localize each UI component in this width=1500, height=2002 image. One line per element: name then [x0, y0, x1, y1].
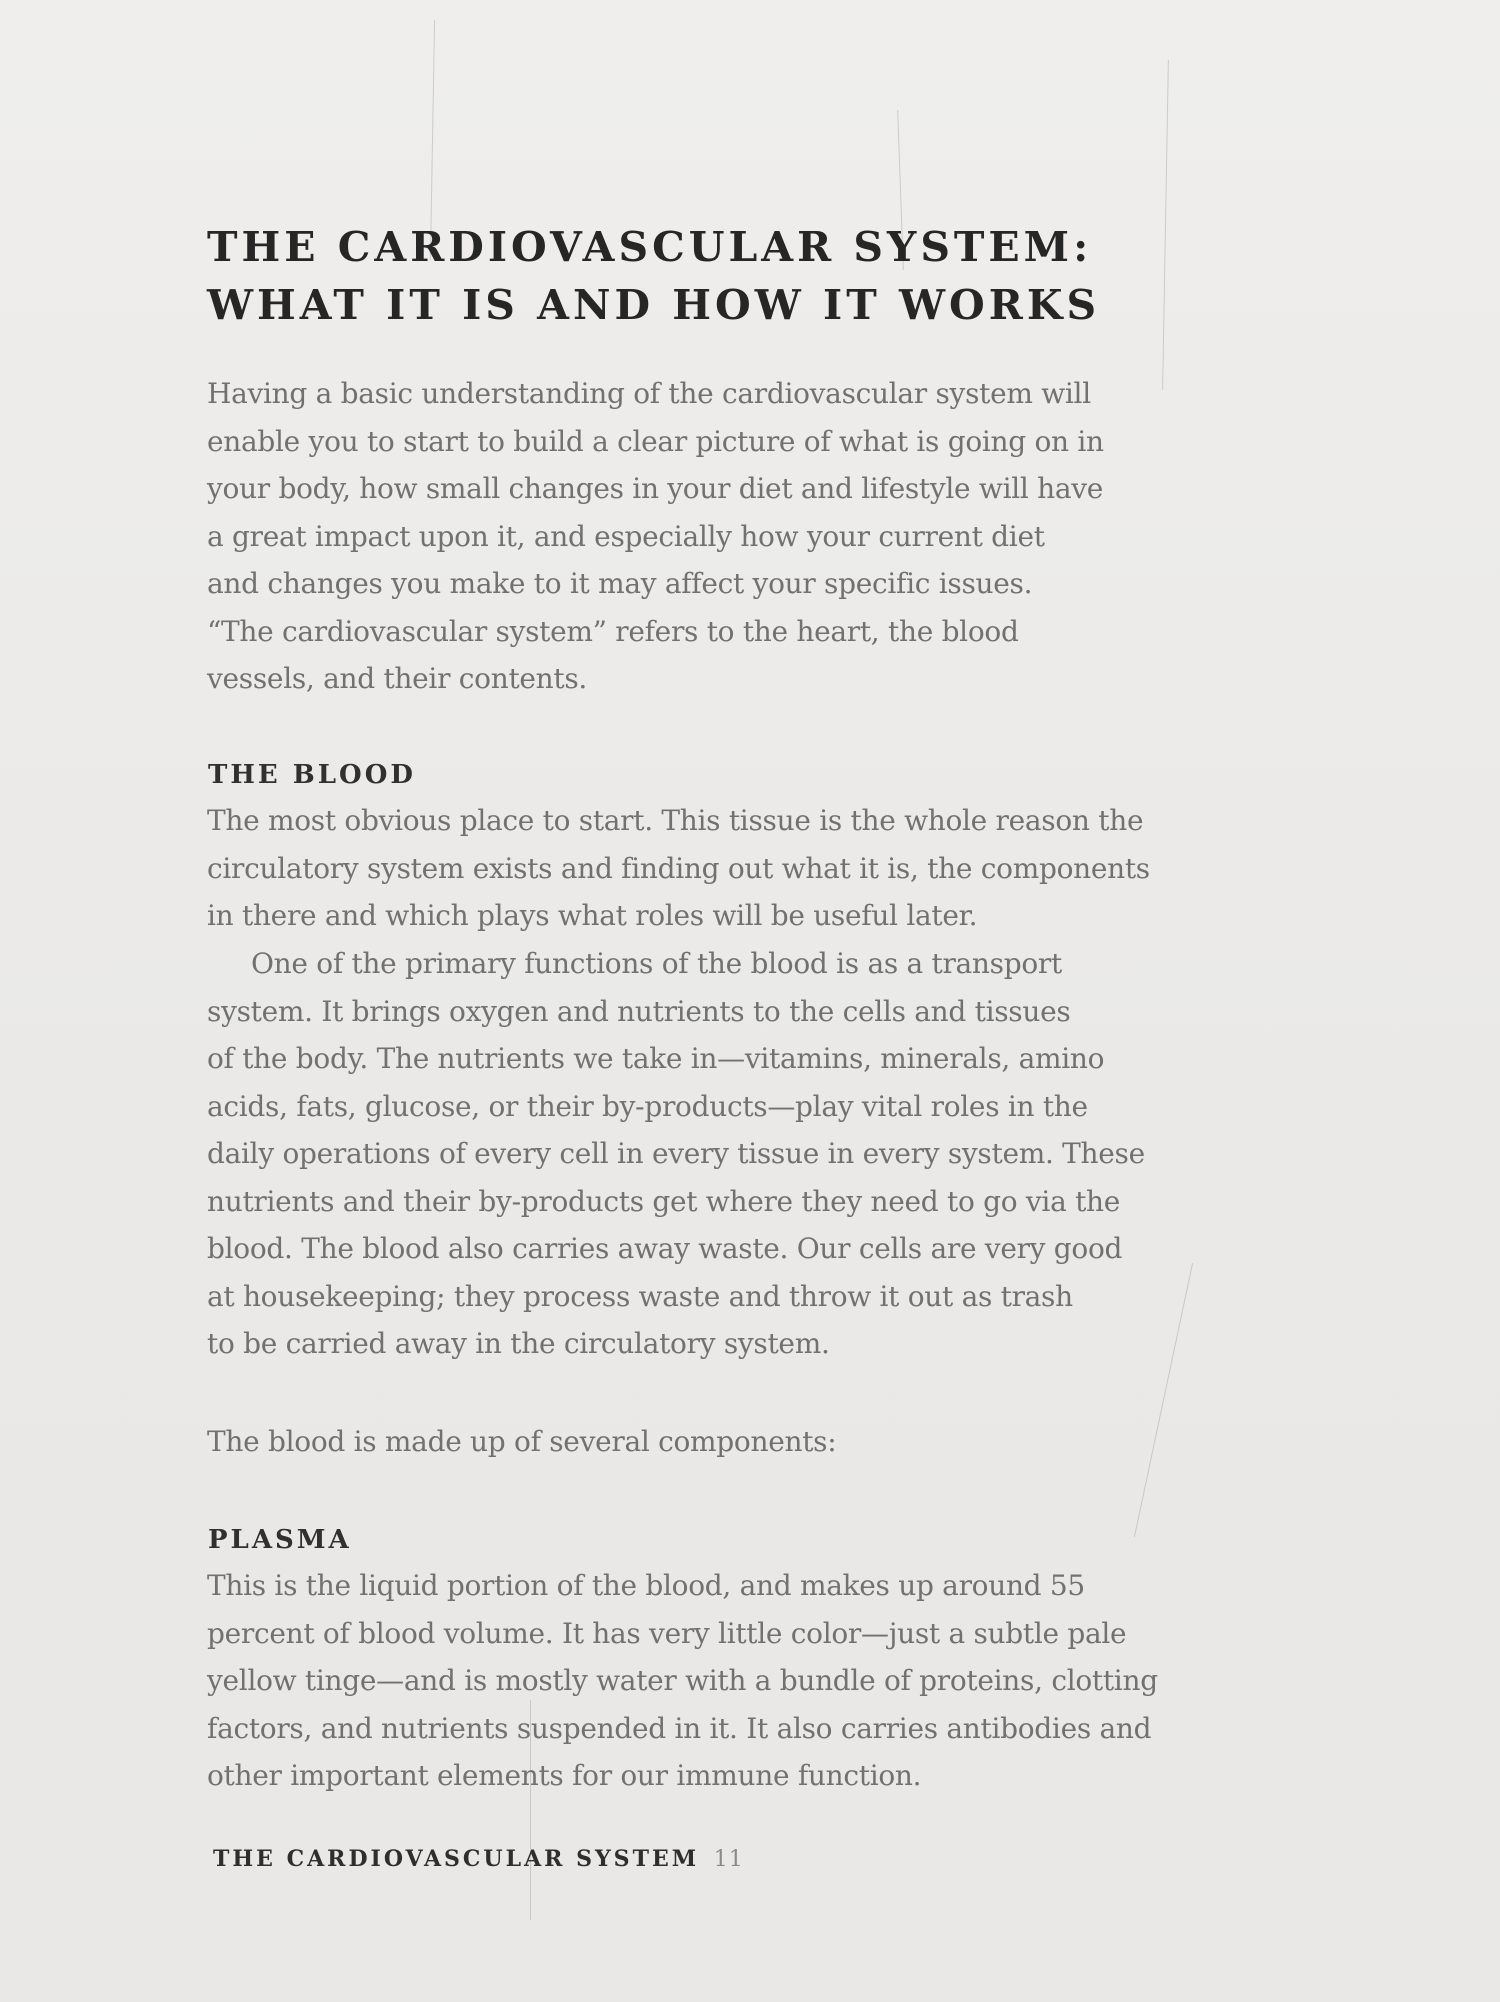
text-line: This is the liquid portion of the blood, and makes up around 55 — [207, 1569, 1085, 1602]
text-line: circulatory system exists and finding out what it is, the components — [207, 851, 1150, 885]
text-line: of the body. The nutrients we take in—vitamins, minerals, amino — [207, 1042, 1105, 1075]
section-heading-plasma: PLASMA — [208, 1525, 352, 1555]
text-line: daily operations of every cell in every tissue in every system. These — [207, 1137, 1145, 1170]
text-line: to be carried away in the circulatory system. — [207, 1327, 830, 1360]
text-line: in there and which plays what roles will be useful later. — [207, 899, 978, 932]
text-line: blood. The blood also carries away waste. Our cells are very good — [207, 1232, 1123, 1265]
text-line: your body, how small changes in your diet and lifestyle will have — [207, 472, 1104, 505]
page-crease — [1162, 60, 1169, 390]
text-line: Having a basic understanding of the cardiovascular system will — [207, 377, 1091, 410]
text-line: “The cardiovascular system” refers to the heart, the blood — [207, 614, 1019, 648]
text-line: factors, and nutrients suspended in it. It also carries antibodies and — [207, 1711, 1152, 1745]
text-line: yellow tinge—and is mostly water with a bundle of proteins, clotting — [207, 1664, 1158, 1697]
text-line: other important elements for our immune function. — [207, 1759, 922, 1792]
section-heading-the-blood: THE BLOOD — [208, 760, 416, 790]
text-line: vessels, and their contents. — [207, 662, 588, 695]
text-line: The most obvious place to start. This tissue is the whole reason the — [207, 804, 1144, 837]
blood-paragraph-2 — [207, 940, 1145, 1368]
text-line: enable you to start to build a clear picture of what is going on in — [207, 424, 1104, 458]
chapter-heading — [207, 218, 1100, 334]
text-line: The blood is made up of several components: — [207, 1425, 837, 1458]
plasma-paragraph — [207, 1562, 1158, 1800]
text-line: and changes you make to it may affect your specific issues. — [207, 567, 1033, 600]
page-footer — [213, 1846, 744, 1872]
text-line: system. It brings oxygen and nutrients to the cells and tissues — [207, 994, 1071, 1028]
text-line: acids, fats, glucose, or their by-products—play vital roles in the — [207, 1089, 1088, 1123]
intro-paragraph — [207, 370, 1104, 703]
text-line: percent of blood volume. It has very little color—just a subtle pale — [207, 1616, 1127, 1650]
text-line: at housekeeping; they process waste and throw it out as trash — [207, 1279, 1073, 1313]
text-line: nutrients and their by-products get where they need to go via the — [207, 1184, 1121, 1218]
text-line: a great impact upon it, and especially how your current diet — [207, 519, 1045, 553]
components-intro — [207, 1418, 836, 1466]
chapter-heading-line-1: THE CARDIOVASCULAR SYSTEM: — [207, 223, 1093, 271]
text-line: One of the primary functions of the blood is as a transport — [251, 947, 1062, 980]
page-number: 11 — [713, 1847, 744, 1872]
running-title: THE CARDIOVASCULAR SYSTEM — [213, 1846, 700, 1872]
chapter-heading-line-2: WHAT IT IS AND HOW IT WORKS — [207, 281, 1101, 329]
blood-paragraph-1 — [207, 797, 1150, 940]
